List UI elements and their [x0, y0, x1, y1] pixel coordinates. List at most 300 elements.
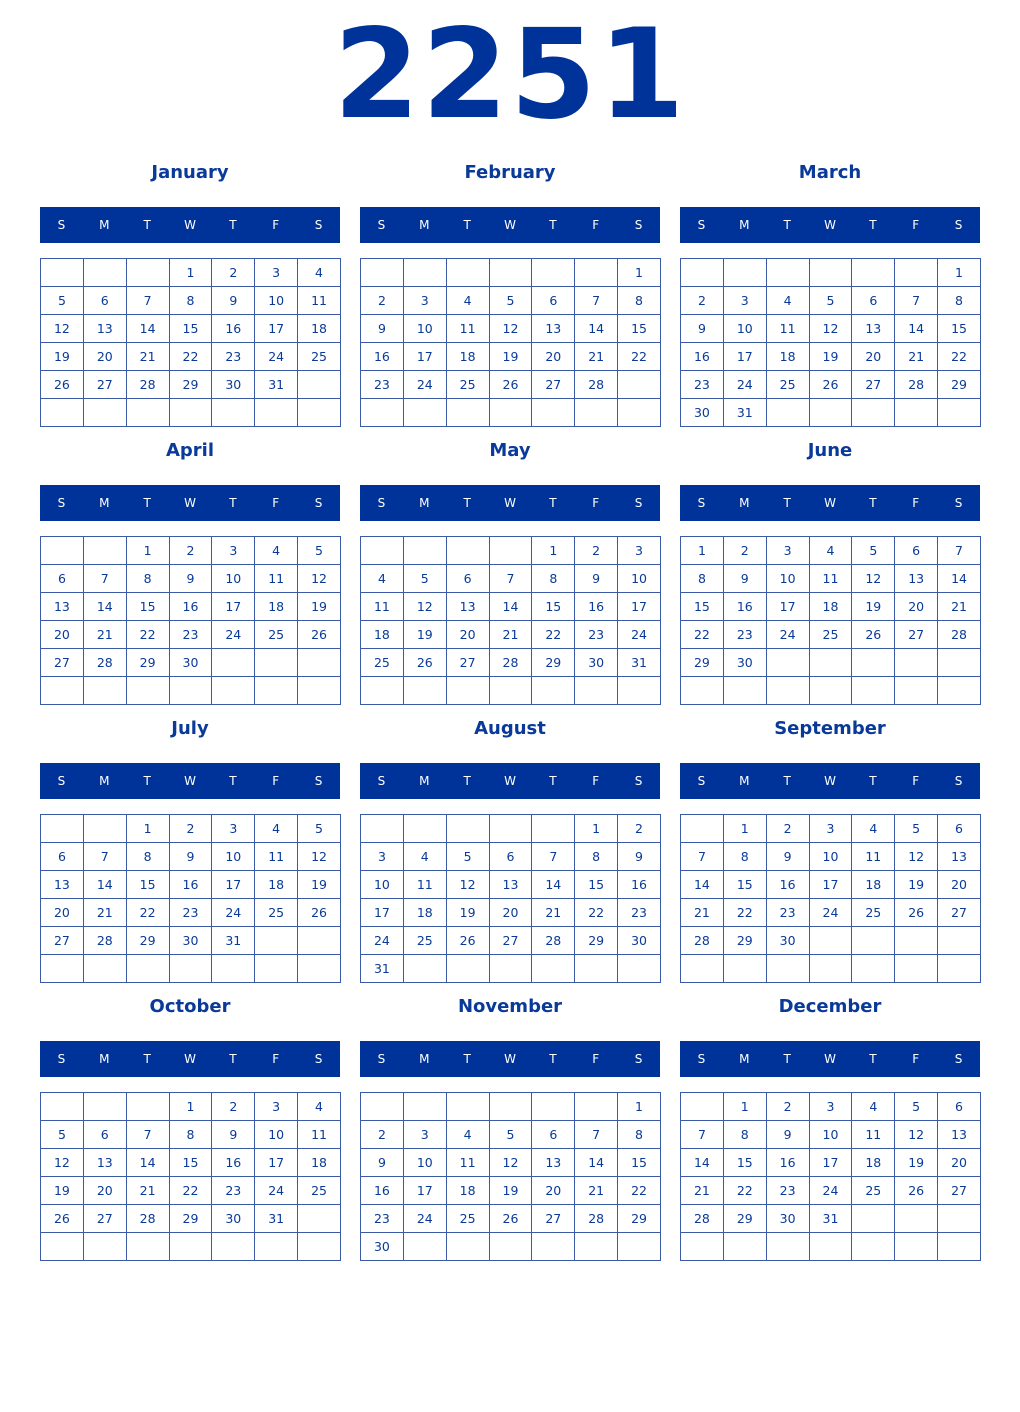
- day-cell: 10: [766, 565, 809, 593]
- weekday-label: W: [504, 774, 516, 788]
- weekday-label: S: [954, 218, 963, 232]
- weekday-label: S: [697, 774, 706, 788]
- day-cell: 14: [126, 1149, 169, 1177]
- day-cell: 5: [489, 1121, 532, 1149]
- day-cell: 5: [489, 287, 532, 315]
- day-cell: 13: [938, 1121, 981, 1149]
- day-cell: 24: [212, 621, 255, 649]
- weekday-label: W: [824, 218, 836, 232]
- weekday-label: M: [739, 218, 750, 232]
- day-cell: [618, 677, 661, 705]
- weekday-label: M: [739, 496, 750, 510]
- day-cell: [895, 399, 938, 427]
- day-cell: [361, 1093, 404, 1121]
- day-cell: 17: [403, 343, 446, 371]
- week-row: [41, 315, 341, 343]
- day-cell: [446, 1233, 489, 1261]
- day-cell: [403, 955, 446, 983]
- day-cell: 22: [126, 899, 169, 927]
- day-cell: [532, 399, 575, 427]
- day-cell: 29: [681, 649, 724, 677]
- week-row: [681, 1093, 981, 1121]
- day-cell: 11: [446, 1149, 489, 1177]
- day-cell: 23: [212, 1177, 255, 1205]
- week-row: [361, 287, 661, 315]
- day-cell: [575, 259, 618, 287]
- week-row: [361, 899, 661, 927]
- day-cell: 31: [809, 1205, 852, 1233]
- weekday-label: W: [824, 774, 836, 788]
- weekday-label: S: [697, 1052, 706, 1066]
- day-cell: [532, 955, 575, 983]
- day-cell: [403, 537, 446, 565]
- day-cell: [895, 955, 938, 983]
- day-cell: 25: [852, 899, 895, 927]
- day-cell: 5: [446, 843, 489, 871]
- weekday-label: S: [314, 774, 323, 788]
- weekday-label: T: [463, 774, 471, 788]
- day-cell: [766, 677, 809, 705]
- day-cell: 24: [255, 343, 298, 371]
- day-cell: [126, 399, 169, 427]
- day-cell: 26: [489, 1205, 532, 1233]
- day-cell: 25: [809, 621, 852, 649]
- day-cell: [403, 1093, 446, 1121]
- day-cell: 24: [212, 899, 255, 927]
- day-cell: 15: [681, 593, 724, 621]
- day-cell: 2: [766, 1093, 809, 1121]
- day-cell: [255, 649, 298, 677]
- day-cell: 27: [41, 649, 84, 677]
- week-row: [681, 537, 981, 565]
- day-cell: [852, 1233, 895, 1261]
- day-cell: 19: [809, 343, 852, 371]
- day-cell: 8: [723, 843, 766, 871]
- weekday-label: M: [99, 496, 110, 510]
- day-cell: 13: [41, 871, 84, 899]
- week-row: [681, 1233, 981, 1261]
- week-row: [361, 843, 661, 871]
- week-row: [41, 537, 341, 565]
- weekday-label: T: [549, 774, 557, 788]
- week-row: [681, 815, 981, 843]
- day-cell: 15: [618, 1149, 661, 1177]
- day-cell: 6: [532, 287, 575, 315]
- day-cell: 21: [895, 343, 938, 371]
- day-cell: [681, 955, 724, 983]
- day-cell: 27: [532, 371, 575, 399]
- weekday-label: T: [229, 496, 237, 510]
- day-cell: 16: [212, 315, 255, 343]
- day-cell: 30: [618, 927, 661, 955]
- day-cell: 23: [766, 899, 809, 927]
- day-cell: [212, 399, 255, 427]
- day-cell: 9: [212, 1121, 255, 1149]
- weekday-label: M: [419, 774, 430, 788]
- day-cell: [169, 677, 212, 705]
- weekday-label: T: [143, 218, 151, 232]
- day-cell: 21: [681, 899, 724, 927]
- day-cell: [446, 815, 489, 843]
- day-grid: [680, 536, 981, 705]
- day-cell: 8: [618, 287, 661, 315]
- week-row: [681, 593, 981, 621]
- month-name: December: [778, 996, 882, 1017]
- day-cell: 12: [41, 1149, 84, 1177]
- day-cell: 21: [126, 343, 169, 371]
- week-row: [361, 1093, 661, 1121]
- day-cell: 23: [212, 343, 255, 371]
- day-cell: 19: [41, 1177, 84, 1205]
- day-cell: [446, 1093, 489, 1121]
- day-cell: 2: [361, 287, 404, 315]
- day-grid: [360, 814, 661, 983]
- day-cell: 26: [298, 621, 341, 649]
- day-cell: 2: [212, 1093, 255, 1121]
- day-cell: 16: [169, 593, 212, 621]
- day-cell: 19: [298, 871, 341, 899]
- weekday-label: W: [184, 496, 196, 510]
- day-cell: 10: [618, 565, 661, 593]
- day-cell: [575, 399, 618, 427]
- day-cell: 30: [212, 1205, 255, 1233]
- day-cell: 25: [255, 621, 298, 649]
- day-cell: [938, 955, 981, 983]
- day-cell: 24: [361, 927, 404, 955]
- day-cell: 2: [575, 537, 618, 565]
- week-row: [681, 621, 981, 649]
- day-cell: 26: [489, 371, 532, 399]
- day-cell: 10: [212, 565, 255, 593]
- day-cell: 4: [446, 1121, 489, 1149]
- day-cell: 31: [618, 649, 661, 677]
- day-cell: 1: [169, 259, 212, 287]
- day-cell: 27: [446, 649, 489, 677]
- day-cell: 26: [809, 371, 852, 399]
- week-row: [361, 815, 661, 843]
- day-cell: [446, 399, 489, 427]
- day-cell: 21: [83, 621, 126, 649]
- day-cell: 18: [809, 593, 852, 621]
- day-cell: [938, 1233, 981, 1261]
- day-cell: 22: [575, 899, 618, 927]
- day-cell: 18: [255, 593, 298, 621]
- weekday-label: T: [143, 496, 151, 510]
- week-row: [361, 537, 661, 565]
- day-cell: 21: [83, 899, 126, 927]
- day-cell: 20: [532, 343, 575, 371]
- weekday-label: S: [954, 1052, 963, 1066]
- day-cell: 13: [489, 871, 532, 899]
- day-cell: [618, 1233, 661, 1261]
- day-cell: 25: [403, 927, 446, 955]
- day-cell: 27: [938, 1177, 981, 1205]
- day-cell: [446, 955, 489, 983]
- day-cell: 10: [255, 1121, 298, 1149]
- weekday-label: T: [549, 218, 557, 232]
- day-cell: 9: [766, 1121, 809, 1149]
- weekday-label: F: [912, 774, 920, 788]
- weekday-label: W: [504, 496, 516, 510]
- weekday-label: T: [463, 1052, 471, 1066]
- week-row: [41, 287, 341, 315]
- weekday-label: F: [592, 218, 600, 232]
- day-cell: 3: [361, 843, 404, 871]
- day-cell: 1: [532, 537, 575, 565]
- day-cell: 28: [83, 927, 126, 955]
- day-cell: 27: [489, 927, 532, 955]
- day-cell: 15: [169, 315, 212, 343]
- day-cell: [766, 955, 809, 983]
- day-grid: [360, 536, 661, 705]
- weekday-label: S: [57, 218, 66, 232]
- day-cell: 10: [255, 287, 298, 315]
- weekday-label: F: [912, 496, 920, 510]
- day-cell: 22: [532, 621, 575, 649]
- weekday-label: W: [504, 1052, 516, 1066]
- day-cell: 15: [532, 593, 575, 621]
- week-row: [681, 399, 981, 427]
- weekday-label: F: [912, 1052, 920, 1066]
- day-cell: 10: [403, 1149, 446, 1177]
- day-cell: 11: [403, 871, 446, 899]
- day-cell: 14: [575, 1149, 618, 1177]
- week-row: [361, 399, 661, 427]
- day-cell: [723, 955, 766, 983]
- weekday-label: T: [783, 774, 791, 788]
- day-cell: 8: [126, 843, 169, 871]
- day-cell: 29: [169, 371, 212, 399]
- day-cell: 14: [938, 565, 981, 593]
- day-cell: 9: [723, 565, 766, 593]
- day-cell: 8: [169, 1121, 212, 1149]
- day-cell: [575, 1233, 618, 1261]
- day-cell: [126, 1233, 169, 1261]
- day-cell: 25: [766, 371, 809, 399]
- month-name: April: [165, 440, 215, 461]
- day-cell: 5: [298, 537, 341, 565]
- day-cell: 21: [489, 621, 532, 649]
- week-row: [361, 1205, 661, 1233]
- day-cell: [298, 677, 341, 705]
- day-cell: [403, 677, 446, 705]
- day-cell: 5: [895, 1093, 938, 1121]
- day-cell: 9: [212, 287, 255, 315]
- day-cell: 13: [446, 593, 489, 621]
- week-row: [41, 899, 341, 927]
- day-cell: 7: [681, 1121, 724, 1149]
- week-row: [681, 1149, 981, 1177]
- week-row: [41, 399, 341, 427]
- day-cell: [809, 259, 852, 287]
- day-cell: 20: [83, 1177, 126, 1205]
- day-cell: [41, 677, 84, 705]
- day-cell: [446, 677, 489, 705]
- day-cell: 9: [618, 843, 661, 871]
- day-cell: 1: [938, 259, 981, 287]
- day-cell: 6: [83, 1121, 126, 1149]
- day-cell: 28: [532, 927, 575, 955]
- day-cell: 10: [809, 843, 852, 871]
- week-row: [361, 371, 661, 399]
- weekday-label: S: [954, 496, 963, 510]
- day-cell: 28: [126, 1205, 169, 1233]
- day-cell: 26: [298, 899, 341, 927]
- day-cell: 28: [681, 927, 724, 955]
- week-row: [41, 343, 341, 371]
- day-cell: 25: [361, 649, 404, 677]
- week-row: [681, 1121, 981, 1149]
- day-cell: 5: [298, 815, 341, 843]
- day-cell: 12: [852, 565, 895, 593]
- day-cell: 20: [41, 899, 84, 927]
- day-cell: 29: [575, 927, 618, 955]
- day-cell: 24: [618, 621, 661, 649]
- day-cell: 9: [169, 843, 212, 871]
- day-cell: 28: [126, 371, 169, 399]
- day-cell: [618, 955, 661, 983]
- day-cell: 18: [255, 871, 298, 899]
- weekday-header: [360, 207, 660, 243]
- day-cell: [852, 399, 895, 427]
- weekday-label: M: [99, 218, 110, 232]
- day-cell: 15: [126, 871, 169, 899]
- day-cell: 16: [766, 871, 809, 899]
- weekday-label: S: [697, 496, 706, 510]
- day-cell: 24: [809, 1177, 852, 1205]
- day-cell: [532, 259, 575, 287]
- day-cell: 29: [723, 927, 766, 955]
- day-cell: 14: [83, 593, 126, 621]
- day-cell: [41, 399, 84, 427]
- day-cell: 13: [895, 565, 938, 593]
- day-cell: [41, 259, 84, 287]
- day-cell: [575, 677, 618, 705]
- day-cell: 7: [681, 843, 724, 871]
- day-cell: [361, 677, 404, 705]
- day-cell: 3: [255, 1093, 298, 1121]
- weekday-label: M: [99, 1052, 110, 1066]
- day-cell: [361, 815, 404, 843]
- day-cell: 25: [255, 899, 298, 927]
- day-grid: [40, 1092, 341, 1261]
- day-cell: 29: [938, 371, 981, 399]
- day-cell: [852, 677, 895, 705]
- day-cell: 26: [852, 621, 895, 649]
- day-cell: 6: [83, 287, 126, 315]
- weekday-header: [360, 763, 660, 799]
- day-cell: 5: [809, 287, 852, 315]
- day-cell: 5: [895, 815, 938, 843]
- day-cell: 9: [766, 843, 809, 871]
- day-cell: 15: [723, 871, 766, 899]
- day-cell: [41, 815, 84, 843]
- day-cell: 25: [446, 371, 489, 399]
- day-cell: 10: [361, 871, 404, 899]
- day-cell: [126, 1093, 169, 1121]
- day-cell: [361, 399, 404, 427]
- week-row: [361, 259, 661, 287]
- day-cell: 27: [532, 1205, 575, 1233]
- weekday-label: M: [739, 774, 750, 788]
- day-cell: 22: [618, 1177, 661, 1205]
- day-cell: 20: [895, 593, 938, 621]
- day-cell: 11: [446, 315, 489, 343]
- week-row: [681, 955, 981, 983]
- day-cell: 8: [575, 843, 618, 871]
- weekday-header: [40, 207, 340, 243]
- day-cell: 1: [618, 1093, 661, 1121]
- day-cell: 23: [618, 899, 661, 927]
- month-name: July: [171, 718, 209, 739]
- day-cell: [895, 927, 938, 955]
- day-cell: 27: [852, 371, 895, 399]
- day-cell: 22: [723, 1177, 766, 1205]
- day-cell: 21: [126, 1177, 169, 1205]
- day-cell: 12: [298, 843, 341, 871]
- weekday-label: S: [954, 774, 963, 788]
- day-cell: [489, 677, 532, 705]
- weekday-label: T: [783, 1052, 791, 1066]
- day-cell: 23: [766, 1177, 809, 1205]
- day-cell: 12: [809, 315, 852, 343]
- day-cell: 4: [446, 287, 489, 315]
- day-cell: 17: [361, 899, 404, 927]
- week-row: [41, 1121, 341, 1149]
- day-cell: 19: [446, 899, 489, 927]
- day-cell: [446, 259, 489, 287]
- day-cell: 6: [41, 565, 84, 593]
- day-cell: 25: [852, 1177, 895, 1205]
- day-cell: 6: [41, 843, 84, 871]
- week-row: [681, 343, 981, 371]
- weekday-label: F: [592, 1052, 600, 1066]
- day-cell: 18: [298, 315, 341, 343]
- day-cell: [298, 649, 341, 677]
- day-cell: 10: [403, 315, 446, 343]
- day-cell: 20: [83, 343, 126, 371]
- day-cell: [489, 955, 532, 983]
- weekday-label: T: [869, 496, 877, 510]
- day-cell: 11: [298, 1121, 341, 1149]
- weekday-label: S: [57, 774, 66, 788]
- day-cell: 20: [938, 1149, 981, 1177]
- day-cell: 20: [852, 343, 895, 371]
- day-cell: [403, 399, 446, 427]
- day-cell: 13: [83, 1149, 126, 1177]
- weekday-label: S: [634, 774, 643, 788]
- day-cell: 26: [895, 1177, 938, 1205]
- day-cell: [83, 955, 126, 983]
- day-cell: 20: [41, 621, 84, 649]
- day-cell: [489, 259, 532, 287]
- day-cell: [938, 1205, 981, 1233]
- day-cell: [809, 927, 852, 955]
- day-cell: 6: [895, 537, 938, 565]
- day-cell: [618, 399, 661, 427]
- day-cell: [255, 955, 298, 983]
- weekday-label: S: [314, 218, 323, 232]
- day-cell: 19: [895, 1149, 938, 1177]
- month-name: March: [798, 162, 862, 183]
- day-cell: 10: [723, 315, 766, 343]
- day-cell: [361, 537, 404, 565]
- weekday-header: [360, 1041, 660, 1077]
- day-cell: 2: [766, 815, 809, 843]
- day-cell: 14: [681, 1149, 724, 1177]
- day-cell: [298, 927, 341, 955]
- day-cell: [403, 1233, 446, 1261]
